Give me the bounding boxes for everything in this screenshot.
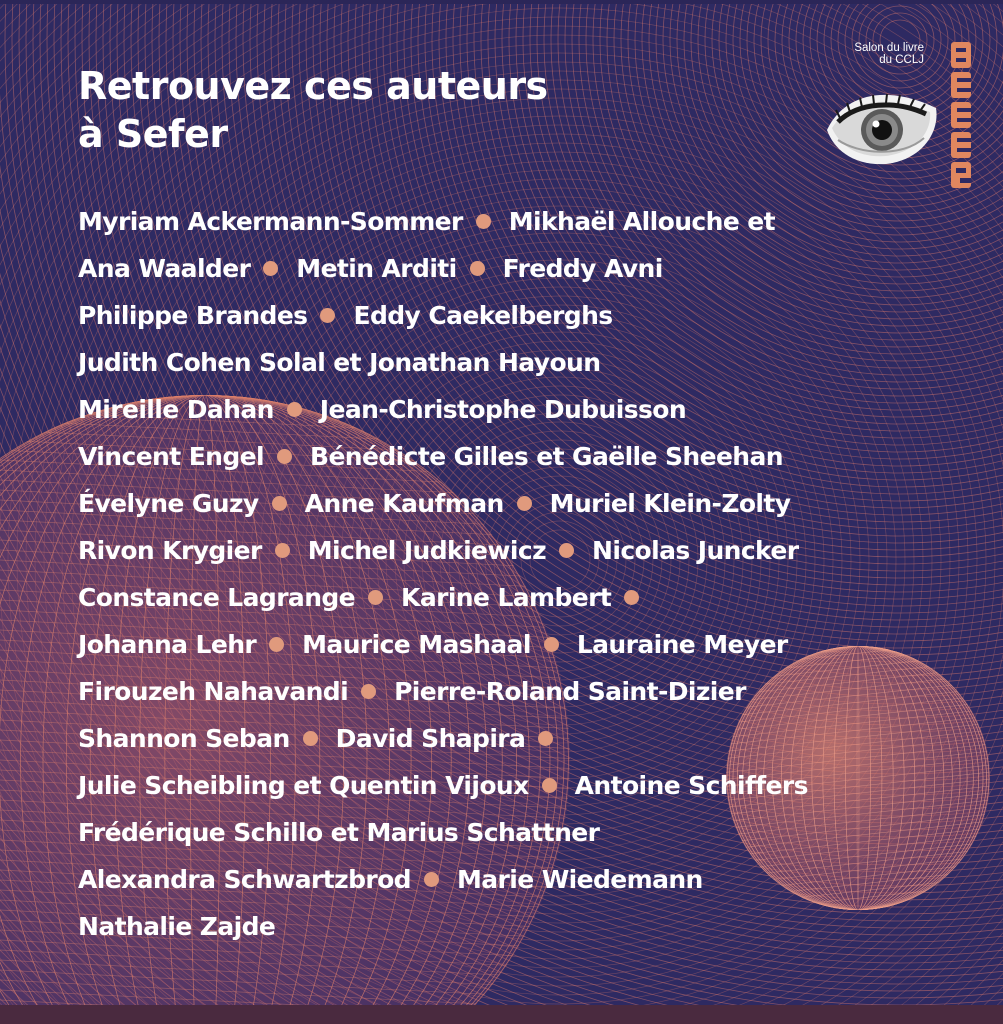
author-line bbox=[78, 480, 958, 527]
author-name: Frédérique Schillo et Marius Schattner bbox=[78, 818, 600, 847]
eye-icon bbox=[824, 88, 942, 166]
author-name: David Shapira bbox=[335, 724, 526, 753]
author-name: Ana Waalder bbox=[78, 254, 251, 283]
title-line-2: à Sefer bbox=[78, 112, 228, 156]
author-line bbox=[78, 809, 958, 856]
author-name: Karine Lambert bbox=[401, 583, 612, 612]
author-line bbox=[78, 856, 958, 903]
author-name: Johanna Lehr bbox=[78, 630, 257, 659]
author-name: Vincent Engel bbox=[78, 442, 264, 471]
page-title bbox=[78, 62, 548, 158]
author-name: Judith Cohen Solal et Jonathan Hayoun bbox=[78, 348, 601, 377]
author-name: Bénédicte Gilles et Gaëlle Sheehan bbox=[310, 442, 783, 471]
title-line-1: Retrouvez ces auteurs bbox=[78, 64, 548, 108]
author-name: Rivon Krygier bbox=[78, 536, 262, 565]
separator-dot-icon bbox=[476, 214, 491, 229]
author-name: Mireille Dahan bbox=[78, 395, 274, 424]
separator-dot-icon bbox=[303, 731, 318, 746]
author-name: Philippe Brandes bbox=[78, 301, 308, 330]
author-list bbox=[78, 198, 958, 950]
separator-dot-icon bbox=[368, 590, 383, 605]
separator-dot-icon bbox=[517, 496, 532, 511]
top-strip bbox=[0, 0, 1003, 4]
author-name: Anne Kaufman bbox=[304, 489, 504, 518]
logo-subtitle-2: du CCLJ bbox=[879, 54, 924, 66]
author-name: Freddy Avni bbox=[502, 254, 663, 283]
author-line bbox=[78, 903, 958, 950]
author-line bbox=[78, 574, 958, 621]
author-line bbox=[78, 527, 958, 574]
author-line bbox=[78, 292, 958, 339]
author-line bbox=[78, 386, 958, 433]
separator-dot-icon bbox=[424, 872, 439, 887]
logo-wordmark bbox=[948, 42, 974, 192]
logo-subtitle-1: Salon du livre bbox=[854, 42, 924, 54]
separator-dot-icon bbox=[269, 637, 284, 652]
separator-dot-icon bbox=[538, 731, 553, 746]
author-name: Évelyne Guzy bbox=[78, 489, 259, 518]
author-line bbox=[78, 198, 958, 245]
separator-dot-icon bbox=[559, 543, 574, 558]
separator-dot-icon bbox=[544, 637, 559, 652]
author-line bbox=[78, 339, 958, 386]
author-name: Maurice Mashaal bbox=[302, 630, 531, 659]
sefer-logo bbox=[822, 40, 982, 190]
bottom-strip bbox=[0, 1005, 1003, 1024]
separator-dot-icon bbox=[272, 496, 287, 511]
author-line bbox=[78, 245, 958, 292]
separator-dot-icon bbox=[624, 590, 639, 605]
author-name: Myriam Ackermann-Sommer bbox=[78, 207, 463, 236]
author-name: Constance Lagrange bbox=[78, 583, 356, 612]
author-name: Marie Wiedemann bbox=[456, 865, 703, 894]
separator-dot-icon bbox=[542, 778, 557, 793]
separator-dot-icon bbox=[320, 308, 335, 323]
author-line bbox=[78, 433, 958, 480]
author-line bbox=[78, 762, 958, 809]
separator-dot-icon bbox=[275, 543, 290, 558]
separator-dot-icon bbox=[263, 261, 278, 276]
separator-dot-icon bbox=[277, 449, 292, 464]
author-name: Mikhaël Allouche et bbox=[508, 207, 775, 236]
author-name: Lauraine Meyer bbox=[576, 630, 788, 659]
author-name: Shannon Seban bbox=[78, 724, 290, 753]
author-name: Nicolas Juncker bbox=[592, 536, 799, 565]
author-name: Eddy Caekelberghs bbox=[353, 301, 613, 330]
author-name: Pierre-Roland Saint-Dizier bbox=[394, 677, 746, 706]
author-line bbox=[78, 715, 958, 762]
author-name: Firouzeh Nahavandi bbox=[78, 677, 349, 706]
author-name: Michel Judkiewicz bbox=[307, 536, 547, 565]
separator-dot-icon bbox=[287, 402, 302, 417]
author-name: Metin Arditi bbox=[296, 254, 457, 283]
author-name: Jean-Christophe Dubuisson bbox=[319, 395, 687, 424]
separator-dot-icon bbox=[361, 684, 376, 699]
author-name: Julie Scheibling et Quentin Vijoux bbox=[78, 771, 529, 800]
author-name: Nathalie Zajde bbox=[78, 912, 276, 941]
author-line bbox=[78, 621, 958, 668]
author-name: Muriel Klein-Zolty bbox=[549, 489, 791, 518]
author-line bbox=[78, 668, 958, 715]
author-name: Alexandra Schwartzbrod bbox=[78, 865, 411, 894]
author-name: Antoine Schiffers bbox=[574, 771, 808, 800]
separator-dot-icon bbox=[470, 261, 485, 276]
